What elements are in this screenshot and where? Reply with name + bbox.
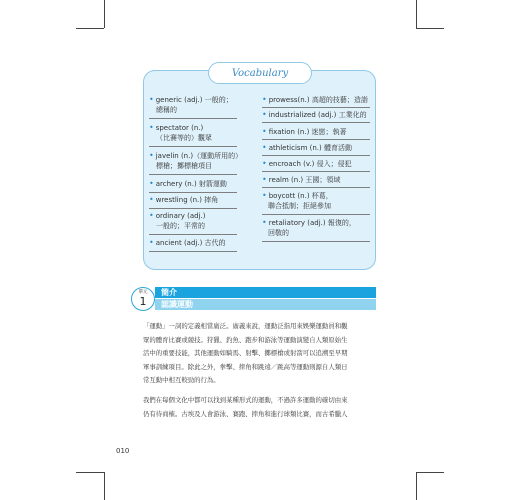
divider bbox=[149, 118, 237, 119]
paragraph-line: 軍事訓練項目。除此之外，拳擊、摔角和跳遠／跳高等運動則源自人類日 bbox=[143, 362, 348, 371]
section-title-bar bbox=[155, 287, 376, 298]
paragraph-line: 仍有待商榷。古埃及人會游泳、賽跑、摔角和進行球類比賽，而古希臘人 bbox=[143, 409, 348, 418]
paragraph-1 bbox=[143, 320, 378, 388]
vocab-term: boycott (n.) 杯葛， bbox=[268, 192, 333, 200]
page-number: 010 bbox=[116, 447, 130, 455]
vocab-term: prowess(n.) 高超的技藝；造詣 bbox=[268, 96, 368, 104]
paragraph-2 bbox=[143, 394, 378, 421]
vocab-term: archery (n.) 射箭運動 bbox=[155, 180, 227, 188]
vocabulary-title-tab bbox=[208, 62, 312, 84]
vocab-term: realm (n.) 王國；領域 bbox=[268, 176, 341, 184]
crop-mark-br-v bbox=[416, 472, 417, 500]
section-subtitle-bar bbox=[155, 299, 376, 310]
vocab-term: ancient (adj.) 古代的 bbox=[155, 239, 226, 247]
divider bbox=[262, 187, 370, 188]
unit-label: 單元 bbox=[138, 290, 148, 295]
crop-mark-bl-v bbox=[104, 472, 105, 500]
divider bbox=[262, 155, 370, 156]
section-subtitle: 認識運動 bbox=[161, 300, 193, 309]
vocab-term: athleticism (n.) 體育活動 bbox=[268, 144, 352, 152]
vocab-term: industrialized (adj.) 工業化的 bbox=[268, 111, 367, 119]
vocab-gloss: 標槍；擲標槍項目 bbox=[156, 162, 212, 170]
divider bbox=[149, 251, 237, 252]
crop-mark-bl-h bbox=[76, 472, 104, 473]
section-title: 簡介 bbox=[161, 288, 177, 297]
divider bbox=[262, 241, 370, 242]
bullet-icon: • bbox=[149, 179, 154, 188]
paragraph-line: 活中的重要技能，其他運動如騎馬、射擊、擲標槍或射箭可以追溯至早期 bbox=[143, 349, 348, 357]
crop-mark-tr-h bbox=[416, 28, 444, 29]
paragraph-line: 我們在每個文化中都可以找到某種形式的運動，不過許多運動的確切由來 bbox=[143, 396, 348, 404]
bullet-icon: • bbox=[149, 95, 154, 104]
vocab-gloss: 回敬的 bbox=[268, 229, 289, 237]
bullet-icon: • bbox=[262, 159, 267, 168]
divider bbox=[262, 171, 370, 172]
vocab-term: generic (adj.) 一般的； bbox=[155, 96, 233, 104]
bullet-icon: • bbox=[149, 123, 154, 132]
bullet-icon: • bbox=[262, 127, 267, 136]
vocab-gloss: 一般的；平常的 bbox=[156, 222, 205, 230]
bullet-icon: • bbox=[262, 218, 267, 227]
vocab-term: wrestling (n.) 摔角 bbox=[155, 196, 219, 204]
bullet-icon: • bbox=[149, 211, 154, 220]
divider bbox=[149, 234, 237, 235]
bullet-icon: • bbox=[149, 151, 154, 160]
bullet-icon: • bbox=[262, 143, 267, 152]
bullet-icon: • bbox=[149, 195, 154, 204]
divider bbox=[262, 122, 370, 123]
bullet-icon: • bbox=[262, 175, 267, 184]
vocabulary-title: Vocabulary bbox=[231, 67, 289, 79]
divider bbox=[262, 139, 370, 140]
crop-mark-tr-v bbox=[416, 0, 417, 28]
unit-number: 1 bbox=[139, 295, 147, 308]
divider bbox=[149, 174, 237, 175]
vocab-term: encroach (v.) 侵入；侵犯 bbox=[268, 160, 352, 168]
divider bbox=[149, 208, 237, 209]
vocab-term: retaliatory (adj.) 報復的， bbox=[268, 219, 356, 227]
paragraph-line: 「運動」一詞的定義相當廣泛。廣義來說，運動泛指用來娛樂運動員和觀 bbox=[143, 322, 348, 330]
bullet-icon: • bbox=[262, 95, 267, 104]
crop-mark-tl-h bbox=[76, 28, 104, 29]
vocab-term: ordinary (adj.) bbox=[155, 212, 206, 220]
vocab-term: javelin (n.)（運動所用的） bbox=[155, 152, 243, 160]
divider bbox=[262, 107, 370, 108]
bullet-icon: • bbox=[262, 191, 267, 200]
vocab-gloss: （比賽等的）觀眾 bbox=[156, 134, 212, 142]
vocab-gloss: 聯合抵制；拒絕參加 bbox=[268, 202, 331, 210]
vocab-gloss: 總稱的 bbox=[156, 106, 177, 114]
divider bbox=[149, 146, 237, 147]
crop-mark-tl-v bbox=[104, 0, 105, 28]
vocab-term: spectator (n.) bbox=[155, 124, 204, 132]
divider bbox=[149, 192, 237, 193]
bullet-icon: • bbox=[149, 238, 154, 247]
bullet-icon: • bbox=[262, 110, 267, 119]
crop-mark-br-h bbox=[416, 472, 444, 473]
paragraph-line: 眾的體育比賽或競技。狩獵、釣魚、跑步和游泳等運動演變自人類原始生 bbox=[143, 335, 348, 344]
unit-badge bbox=[131, 287, 155, 311]
paragraph-line: 常互動中相互較勁的行為。 bbox=[143, 376, 220, 384]
vocab-term: fixation (n.) 迷戀；執著 bbox=[268, 128, 347, 136]
divider bbox=[262, 214, 370, 215]
